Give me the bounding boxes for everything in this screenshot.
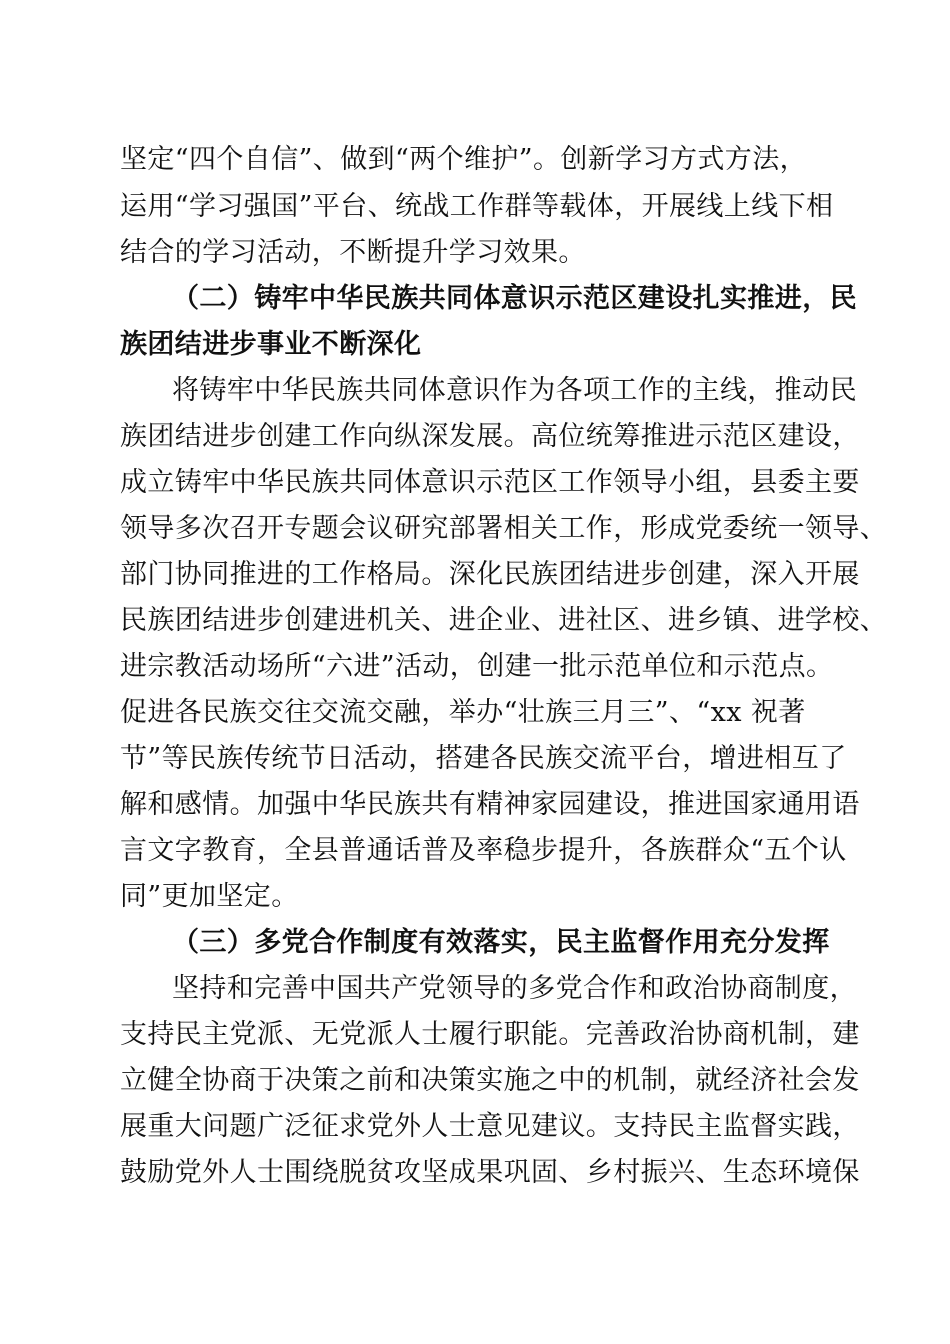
section-heading: （三）多党合作制度有效落实，民主监督作用充分发挥	[172, 927, 830, 958]
body-text-line: 民族团结进步创建进机关、进企业、进社区、进乡镇、进学校、	[120, 605, 888, 636]
body-text-line: 坚定“四个自信”、做到“两个维护”。创新学习方式方法，	[120, 144, 808, 175]
body-text-line: 成立铸牢中华民族共同体意识示范区工作领导小组，县委主要	[120, 467, 860, 498]
body-text-line: 坚持和完善中国共产党领导的多党合作和政治协商制度，	[172, 973, 857, 1004]
body-text-line: 运用“学习强国”平台、统战工作群等载体，开展线上线下相	[120, 191, 834, 222]
body-text-line: 领导多次召开专题会议研究部署相关工作，形成党委统一领导、	[120, 513, 888, 544]
body-text-line: 言文字教育，全县普通话普及率稳步提升，各族群众“五个认	[120, 835, 847, 866]
body-text-line: 族团结进步创建工作向纵深发展。高位统筹推进示范区建设，	[120, 421, 860, 452]
body-text-line: 进宗教活动场所“六进”活动，创建一批示范单位和示范点。	[120, 651, 834, 682]
body-text-line: 促进各民族交往交流交融，举办“壮族三月三”、“xx 祝著	[120, 697, 806, 728]
body-text-line: 鼓励党外人士围绕脱贫攻坚成果巩固、乡村振兴、生态环境保	[120, 1157, 860, 1188]
body-text-line: 支持民主党派、无党派人士履行职能。完善政治协商机制，建	[120, 1019, 860, 1050]
body-text-line: 同”更加坚定。	[120, 881, 299, 912]
section-heading: 族团结进步事业不断深化	[120, 329, 422, 360]
body-text-line: 立健全协商于决策之前和决策实施之中的机制，就经济社会发	[120, 1065, 860, 1096]
body-text-line: 结合的学习活动，不断提升学习效果。	[120, 237, 586, 268]
body-text-line: 节”等民族传统节日活动，搭建各民族交流平台，增进相互了	[120, 743, 847, 774]
body-text-line: 解和感情。加强中华民族共有精神家园建设，推进国家通用语	[120, 789, 860, 820]
body-text-line: 展重大问题广泛征求党外人士意见建议。支持民主监督实践，	[120, 1111, 860, 1142]
section-heading: （二）铸牢中华民族共同体意识示范区建设扎实推进，民	[172, 283, 857, 314]
body-text-line: 部门协同推进的工作格局。深化民族团结进步创建，深入开展	[120, 559, 860, 590]
body-text-line: 将铸牢中华民族共同体意识作为各项工作的主线，推动民	[172, 375, 857, 406]
